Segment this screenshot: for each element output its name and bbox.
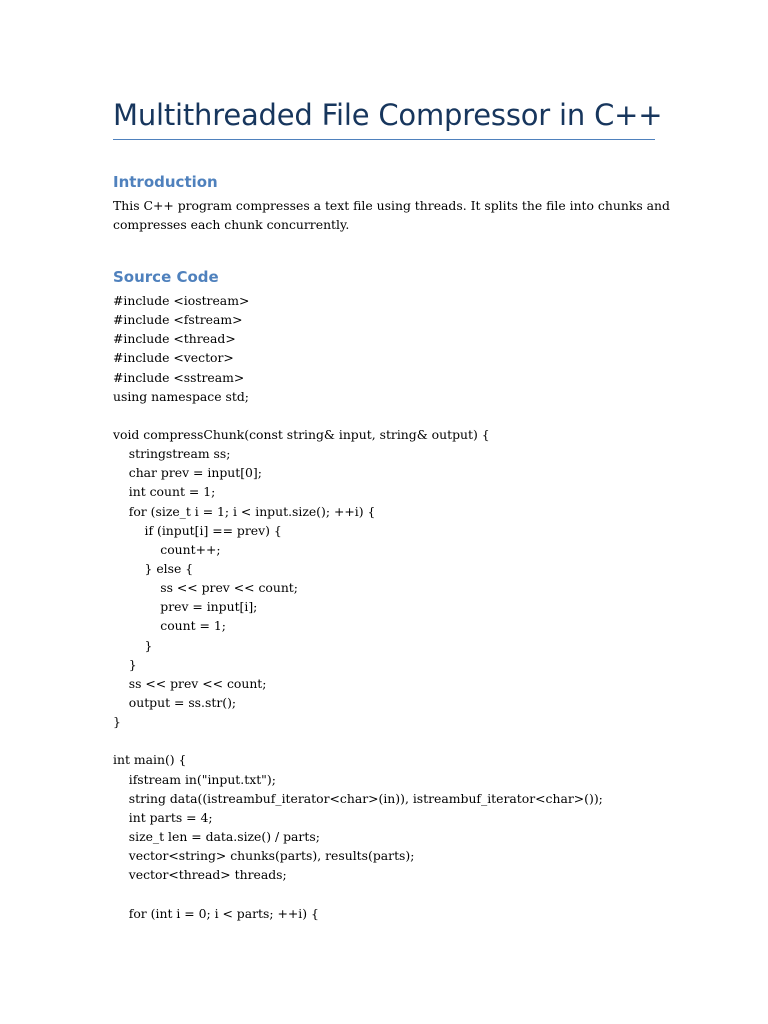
code-line: } [113,656,137,672]
code-line: using namespace std; [113,388,249,404]
code-line: string data((istreambuf_iterator<char>(in)), istreambuf_iterator<char>()); [113,790,603,806]
title-underline [113,139,655,140]
source-code-block [113,291,656,923]
code-line: void compressChunk(const string& input, string& output) { [113,426,490,442]
code-line: stringstream ss; [113,446,231,462]
introduction-heading: Introduction [113,173,218,191]
code-line: int parts = 4; [113,809,213,825]
code-line: for (int i = 0; i < parts; ++i) { [113,905,319,921]
code-line: vector<string> chunks(parts), results(parts); [113,848,415,864]
code-line: #include <iostream> [113,293,250,308]
code-line: } [113,637,153,653]
code-line [113,884,656,903]
introduction-paragraph [113,196,670,235]
code-line: char prev = input[0]; [113,465,262,481]
code-line: count++; [113,541,221,557]
code-line: vector<thread> threads; [113,867,287,883]
code-line: #include <fstream> [113,312,243,328]
paragraph-line: compresses each chunk concurrently. [113,217,350,233]
code-line: count = 1; [113,618,226,634]
code-line: if (input[i] == prev) { [113,522,282,538]
code-line: prev = input[i]; [113,599,258,615]
code-line: } [113,714,121,730]
paragraph-line: This C++ program compresses a text file using threads. It splits the file into chunks and [113,198,670,213]
code-line: for (size_t i = 1; i < input.size(); ++i) { [113,503,376,519]
code-line: size_t len = data.size() / parts; [113,828,320,844]
code-line: output = ss.str(); [113,694,237,710]
code-line: } else { [113,560,194,576]
code-line [113,731,656,750]
code-line [113,406,656,425]
source-code-heading: Source Code [113,268,219,286]
code-line: ifstream in("input.txt"); [113,771,276,787]
code-line: ss << prev << count; [113,580,298,596]
code-line: #include <sstream> [113,369,245,385]
code-line: ss << prev << count; [113,675,267,691]
code-line: int count = 1; [113,484,216,500]
code-line: int main() { [113,752,187,768]
code-line: #include <thread> [113,331,236,347]
document-title: Multithreaded File Compressor in C++ [113,98,663,132]
code-line: #include <vector> [113,350,234,366]
